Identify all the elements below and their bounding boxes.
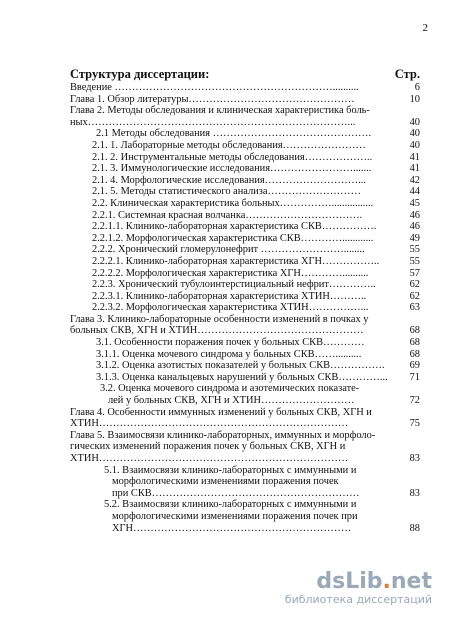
toc-entry — [70, 372, 420, 384]
toc-entry — [70, 430, 420, 465]
toc-entry-line — [70, 465, 420, 477]
toc-entry-line — [70, 198, 420, 210]
toc-entry-page: 49 — [407, 233, 420, 245]
toc-entry-line — [70, 94, 420, 106]
toc-entry — [70, 337, 420, 349]
toc-entry-line — [70, 476, 420, 488]
watermark-logo — [285, 571, 432, 593]
toc-entry-page: 46 — [407, 210, 420, 222]
toc-entry-page: 71 — [407, 372, 420, 384]
toc-entry-text: морфологическими изменениями поражения почек при — [112, 510, 358, 522]
toc-entry-text: морфологическими изменениями поражения почек — [112, 476, 339, 488]
toc-entry-page: 75 — [407, 418, 420, 430]
toc-entry-line — [70, 233, 420, 245]
toc-entry-text: ных…………………………………………………………………... — [70, 116, 356, 128]
watermark — [285, 571, 432, 606]
toc-entry-page: 40 — [407, 117, 420, 129]
toc-heading — [70, 68, 420, 81]
toc-entry — [70, 268, 420, 280]
toc-entry-text: 2.2.2.2. Морфологическая характеристика ХГН………….......... — [92, 267, 369, 279]
toc-entry-page: 55 — [407, 256, 420, 268]
toc-entry-line — [70, 163, 420, 175]
toc-entry-text: 5.2. Взаимосвязи клинико-лабораторных с иммунными и — [104, 499, 357, 511]
toc-entry-line — [70, 372, 420, 384]
toc-entry-text: 3.2. Оценка мочевого синдрома и азотемических показате- — [100, 383, 360, 395]
toc-entry-text: 2.2.2. Хронический гломерулонефрит ……………………........ — [92, 244, 365, 256]
toc-entry-line — [70, 430, 420, 442]
toc-entry-text: 2.2.1. Системная красная волчанка……………………………. — [92, 209, 363, 221]
toc-entry — [70, 186, 420, 198]
toc-entry — [70, 291, 420, 303]
watermark-brand-suffix: net — [390, 569, 432, 594]
toc-entry-line — [70, 117, 420, 129]
toc-entry — [70, 152, 420, 164]
toc-entry-line — [70, 523, 420, 535]
toc-entry-page: 45 — [407, 198, 420, 210]
toc-entry-page: 44 — [407, 186, 420, 198]
toc-entry — [70, 233, 420, 245]
toc-entry-page: 83 — [407, 453, 420, 465]
toc-entry-page: 10 — [407, 94, 420, 106]
toc-entry-text: 2.1 Методы обследования ………………………………………. — [96, 128, 372, 140]
toc-entry-line — [70, 407, 420, 419]
toc-entry-line — [70, 418, 420, 430]
toc-entry-line — [70, 268, 420, 280]
toc-entry-page: 68 — [407, 325, 420, 337]
toc-entry-text: 2.1. 5. Методы статистического анализа……………………… — [92, 186, 361, 198]
toc-entry-line — [70, 82, 420, 94]
toc-entry — [70, 140, 420, 152]
toc-entry-text: Глава 1. Обзор литературы………………………………………… — [70, 93, 355, 105]
toc-rows — [70, 82, 420, 534]
toc-entry-text: 2.2. Клиническая характеристика больных……………................ — [92, 197, 374, 209]
toc-entry-line — [70, 105, 420, 117]
toc-entry — [70, 383, 420, 406]
toc-entry-text: лей у больных СКВ, ХГН и ХТИН……………………… — [108, 395, 355, 407]
toc-entry-text: 2.2.2.1. Клинико-лабораторная характеристика ХГН…………….. — [92, 255, 380, 267]
toc-entry-text: 2.2.3. Хронический тубулоинтерстициальный нефрит………….. — [92, 279, 376, 291]
toc-entry — [70, 499, 420, 534]
toc-entry-line — [70, 499, 420, 511]
toc-entry — [70, 82, 420, 94]
toc-entry — [70, 210, 420, 222]
toc-entry-text: больных СКВ, ХГН и ХТИН………………………………………… — [70, 325, 364, 337]
toc-entry-page: 41 — [407, 163, 420, 175]
toc-entry-text: 3.1.1. Оценка мочевого синдрома у больных СКВ…….......... — [96, 348, 362, 360]
toc-entry — [70, 360, 420, 372]
toc-entry — [70, 163, 420, 175]
toc-entry-line — [70, 244, 420, 256]
toc-entry — [70, 105, 420, 128]
toc-entry-text: 2.2.3.1. Клинико-лабораторная характеристика ХТИН……….. — [92, 290, 367, 302]
toc-entry-line — [70, 314, 420, 326]
toc-entry-line — [70, 279, 420, 291]
toc-entry — [70, 175, 420, 187]
toc-entry-line — [70, 210, 420, 222]
toc-entry-line — [70, 453, 420, 465]
toc-entry-page: 88 — [407, 523, 420, 535]
toc-entry-text: 3.1.2. Оценка азотистых показателей у больных СКВ……………. — [96, 360, 385, 372]
toc-entry-text: ХТИН……………………………………………………………… — [70, 453, 349, 464]
toc-entry — [70, 465, 420, 500]
toc-entry-line — [70, 291, 420, 303]
toc-entry-text: 2.1. 3. Иммунологические исследования……………………....... — [92, 163, 372, 175]
toc-entry — [70, 198, 420, 210]
toc-entry-line — [70, 175, 420, 187]
toc-entry-text: Введение ……………………………………………………….......... — [70, 82, 359, 93]
toc-entry-text: Глава 4. Особенности иммунных изменений у больных СКВ, ХГН и — [70, 406, 372, 418]
toc-entry-line — [70, 152, 420, 164]
toc-entry-line — [70, 383, 420, 395]
toc-entry — [70, 279, 420, 291]
toc-entry-text: гических изменений поражения почек у больных СКВ, ХГН и — [70, 441, 346, 453]
toc-entry — [70, 244, 420, 256]
toc-entry-line — [70, 302, 420, 314]
toc-entry-line — [70, 349, 420, 361]
toc-entry — [70, 302, 420, 314]
toc-title: Структура диссертации: — [70, 67, 210, 81]
toc-entry-line — [70, 256, 420, 268]
toc-entry-text: Глава 3. Клинико-лабораторные особенности изменений в почках у — [70, 313, 369, 325]
toc-entry-text: при СКВ…………………………………………………… — [112, 487, 360, 499]
toc-entry-text: 2.2.1.1. Клинико-лабораторная характеристика СКВ……………. — [92, 221, 377, 233]
toc-entry-page: 62 — [407, 279, 420, 291]
toc-entry-line — [70, 325, 420, 337]
toc-entry-line — [70, 441, 420, 453]
toc-entry-page: 41 — [407, 152, 420, 164]
watermark-brand-prefix: dsLib — [316, 569, 383, 594]
page-number: 2 — [422, 22, 428, 34]
toc-entry-page: 57 — [407, 268, 420, 280]
toc-entry-line — [70, 395, 420, 407]
toc-entry-page: 68 — [407, 349, 420, 361]
toc-entry-text: 3.1. Особенности поражения почек у больных СКВ………… — [96, 337, 365, 349]
toc-entry-page: 42 — [407, 175, 420, 187]
toc-entry-line — [70, 337, 420, 349]
toc-entry — [70, 221, 420, 233]
toc-entry-line — [70, 128, 420, 140]
toc-entry-page: 68 — [407, 337, 420, 349]
toc-entry-page: 72 — [407, 395, 420, 407]
toc-entry-line — [70, 488, 420, 500]
toc-entry-text: 2.1. 1. Лабораторные методы обследования…………………… — [92, 139, 366, 151]
toc-entry-page: 55 — [407, 244, 420, 256]
toc-entry-page: 83 — [407, 488, 420, 500]
watermark-brand-dot: . — [382, 569, 391, 594]
toc-entry-text: ХТИН……………………………………………………………… — [70, 418, 349, 430]
toc-entry — [70, 407, 420, 430]
toc-entry-text: 2.2.1.2. Морфологическая характеристика СКВ…………............ — [92, 232, 374, 244]
toc-entry-page: 46 — [407, 221, 420, 233]
toc-entry-text: ХГН……………………………………………………… — [112, 522, 352, 534]
toc-entry — [70, 256, 420, 268]
toc-entry-page: 6 — [412, 82, 420, 94]
toc-entry — [70, 128, 420, 140]
toc-entry-line — [70, 511, 420, 523]
watermark-subtitle: библиотека диссертаций — [284, 593, 432, 606]
toc-entry-text: 2.1. 4. Морфологические исследования………………………... — [92, 174, 366, 186]
toc-entry-text: 5.1. Взаимосвязи клинико-лабораторных с иммунными и — [104, 464, 357, 476]
toc-entry-page: 69 — [407, 360, 420, 372]
table-of-contents — [70, 68, 420, 534]
toc-entry — [70, 314, 420, 337]
toc-entry-line — [70, 360, 420, 372]
toc-entry-line — [70, 186, 420, 198]
toc-entry — [70, 349, 420, 361]
toc-entry-text: 2.1. 2. Инструментальные методы обследования……………….. — [92, 151, 373, 163]
toc-entry-text: 3.1.3. Оценка канальцевых нарушений у больных СКВ…………... — [96, 371, 388, 383]
toc-entry-page: 62 — [407, 291, 420, 303]
toc-entry-line — [70, 140, 420, 152]
toc-entry-page: 40 — [407, 128, 420, 140]
toc-entry-page: 63 — [407, 302, 420, 314]
toc-entry-line — [70, 221, 420, 233]
toc-entry-text: Глава 5. Взаимосвязи клинико-лабораторных, иммунных и морфоло- — [70, 429, 376, 441]
toc-entry — [70, 94, 420, 106]
toc-entry-page: 40 — [407, 140, 420, 152]
toc-entry-text: Глава 2. Методы обследования и клиническая характеристика боль- — [70, 105, 370, 117]
toc-entry-text: 2.2.3.2. Морфологическая характеристика ХТИН……………... — [92, 302, 369, 314]
toc-page-column-label: Стр. — [394, 67, 420, 81]
